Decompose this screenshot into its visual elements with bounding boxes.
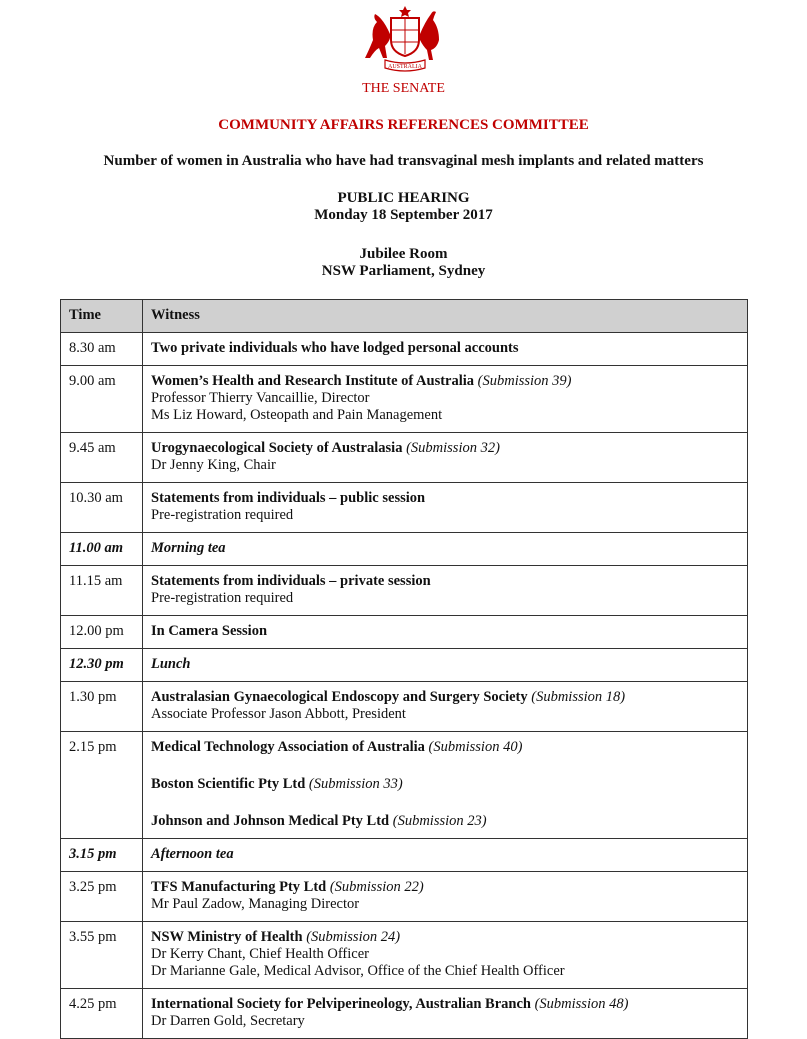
table-row-break (61, 649, 748, 682)
table-row (61, 989, 748, 1039)
witness-person: Dr Kerry Chant, Chief Health Officer (151, 946, 369, 962)
witness-org: International Society for Pelviperineology, Australian Branch (151, 996, 531, 1012)
row-time: 8.30 am (61, 333, 143, 366)
coat-of-arms-emblem (361, 4, 449, 76)
table-row-break (61, 533, 748, 566)
row-witness (143, 333, 748, 366)
venue-room: Jubilee Room (359, 246, 448, 262)
row-time: 4.25 pm (61, 989, 143, 1039)
submission-ref: (Submission 39) (477, 373, 572, 389)
witness-note: Pre-registration required (151, 507, 294, 523)
row-time: 9.00 am (61, 366, 143, 433)
submission-ref: (Submission 18) (531, 689, 626, 705)
hearing-program-table (60, 299, 748, 1039)
witness-org: Two private individuals who have lodged personal accounts (151, 340, 519, 356)
inquiry-title: Number of women in Australia who have had transvaginal mesh implants and related matters (103, 153, 704, 169)
witness-org: Australasian Gynaecological Endoscopy and Surgery Society (151, 689, 528, 705)
witness-org: Statements from individuals – private session (151, 573, 431, 589)
table-row (61, 922, 748, 989)
crest-scroll-text: AUSTRALIA (388, 64, 422, 70)
senate-title: THE SENATE (362, 81, 445, 96)
witness-person: Dr Darren Gold, Secretary (151, 1013, 305, 1029)
row-time: 2.15 pm (61, 732, 143, 839)
witness-person: Professor Thierry Vancaillie, Director (151, 390, 370, 406)
witness-org: Johnson and Johnson Medical Pty Ltd (151, 813, 390, 829)
row-witness (143, 616, 748, 649)
witness-org: Medical Technology Association of Australia (151, 739, 425, 755)
submission-ref: (Submission 24) (306, 929, 401, 945)
row-witness (143, 989, 748, 1039)
row-time: 11.00 am (61, 533, 143, 566)
witness-person: Dr Marianne Gale, Medical Advisor, Office of the Chief Health Officer (151, 963, 565, 979)
witness-org: Statements from individuals – public session (151, 490, 426, 506)
row-witness (143, 433, 748, 483)
row-time: 12.00 pm (61, 616, 143, 649)
row-time: 11.15 am (61, 566, 143, 616)
witness-org: In Camera Session (151, 623, 268, 639)
witness-org: Boston Scientific Pty Ltd (151, 776, 306, 792)
witness-org: NSW Ministry of Health (151, 929, 303, 945)
witness-note: Pre-registration required (151, 590, 294, 606)
table-row (61, 483, 748, 533)
table-row-break (61, 839, 748, 872)
row-time: 9.45 am (61, 433, 143, 483)
row-witness (143, 872, 748, 922)
table-row (61, 616, 748, 649)
row-witness (143, 366, 748, 433)
row-witness (143, 483, 748, 533)
hearing-type: PUBLIC HEARING (337, 190, 470, 206)
row-witness: Morning tea (143, 533, 748, 566)
witness-org: Women’s Health and Research Institute of Australia (151, 373, 475, 389)
row-witness (143, 732, 748, 839)
row-time: 10.30 am (61, 483, 143, 533)
submission-ref: (Submission 22) (329, 879, 424, 895)
table-header-row (61, 300, 748, 333)
row-witness (143, 682, 748, 732)
row-time: 3.25 pm (61, 872, 143, 922)
row-time: 12.30 pm (61, 649, 143, 682)
table-row (61, 682, 748, 732)
hearing-block (0, 190, 807, 224)
column-header-witness: Witness (143, 300, 748, 333)
submission-ref: (Submission 23) (392, 813, 487, 829)
table-row (61, 433, 748, 483)
row-time: 3.15 pm (61, 839, 143, 872)
submission-ref: (Submission 48) (534, 996, 629, 1012)
row-time: 1.30 pm (61, 682, 143, 732)
row-witness (143, 922, 748, 989)
submission-ref: (Submission 40) (428, 739, 523, 755)
table-row (61, 566, 748, 616)
row-time: 3.55 pm (61, 922, 143, 989)
column-header-time: Time (61, 300, 143, 333)
committee-title: COMMUNITY AFFAIRS REFERENCES COMMITTEE (218, 117, 589, 133)
hearing-date: Monday 18 September 2017 (314, 207, 493, 223)
table-row (61, 872, 748, 922)
witness-org: Urogynaecological Society of Australasia (151, 440, 403, 456)
venue-location: NSW Parliament, Sydney (321, 263, 486, 279)
witness-person: Associate Professor Jason Abbott, President (151, 706, 406, 722)
table-row (61, 366, 748, 433)
witness-person: Dr Jenny King, Chair (151, 457, 276, 473)
table-row (61, 732, 748, 839)
witness-person: Ms Liz Howard, Osteopath and Pain Management (151, 407, 443, 423)
row-witness: Lunch (143, 649, 748, 682)
venue-block (0, 246, 807, 280)
row-witness (143, 566, 748, 616)
witness-person: Mr Paul Zadow, Managing Director (151, 896, 360, 912)
submission-ref: (Submission 32) (406, 440, 500, 456)
table-row (61, 333, 748, 366)
submission-ref: (Submission 33) (308, 776, 403, 792)
row-witness: Afternoon tea (143, 839, 748, 872)
witness-org: TFS Manufacturing Pty Ltd (151, 879, 327, 895)
